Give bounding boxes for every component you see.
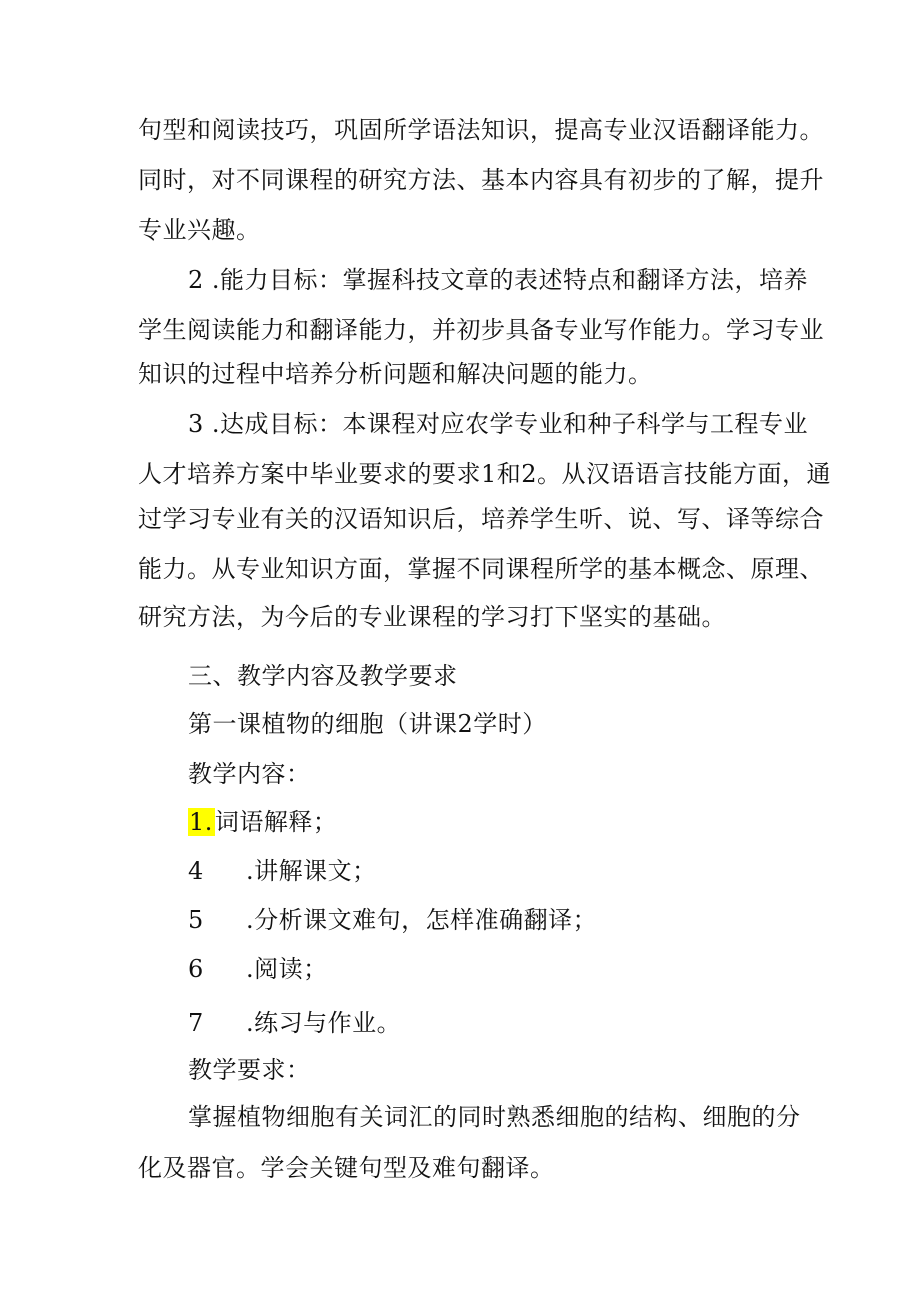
paragraph-3-line-1: 3 .达成目标：本课程对应农学专业和种子科学与工程专业: [188, 410, 809, 438]
paragraph-3-line-4: 能力。从专业知识方面，掌握不同课程所学的基本概念、原理、: [138, 555, 824, 583]
list-item: [188, 806, 337, 838]
list-item: [188, 953, 328, 985]
paragraph-1-line-3: 专业兴趣。: [138, 216, 261, 244]
paragraph-2-line-2: 学生阅读能力和翻译能力，并初步具备专业写作能力。学习专业: [138, 316, 824, 344]
content-label: 教学内容：: [188, 760, 311, 788]
paragraph-1-line-1: 句型和阅读技巧，巩固所学语法知识，提高专业汉语翻译能力。: [138, 116, 824, 144]
list-item-text: 词语解释；: [214, 808, 338, 836]
list-item-text: .练习与作业。: [246, 1009, 402, 1037]
list-item: [188, 855, 377, 887]
paragraph-2-line-3: 知识的过程中培养分析问题和解决问题的能力。: [138, 360, 653, 388]
requirement-line-2: 化及器官。学会关键句型及难句翻译。: [138, 1154, 555, 1182]
list-item-text: .阅读；: [246, 955, 328, 983]
paragraph-1-line-2: 同时，对不同课程的研究方法、基本内容具有初步的了解，提升: [138, 166, 824, 194]
list-item: [188, 904, 597, 936]
lesson-title: 第一课植物的细胞（讲课2学时）: [188, 710, 547, 738]
requirement-label: 教学要求：: [188, 1056, 311, 1084]
paragraph-3-line-5: 研究方法，为今后的专业课程的学习打下坚实的基础。: [138, 603, 726, 631]
paragraph-3-line-2: 人才培养方案中毕业要求的要求1和2。从汉语语言技能方面，通: [138, 460, 832, 488]
section-heading: 三、教学内容及教学要求: [188, 662, 458, 690]
list-item-number: 7: [188, 1009, 204, 1037]
list-item-number-highlighted: 1.: [189, 808, 213, 836]
list-item-number: 5: [188, 906, 204, 934]
requirement-line-1: 掌握植物细胞有关词汇的同时熟悉细胞的结构、细胞的分: [188, 1103, 801, 1131]
list-item-number: 6: [188, 955, 204, 983]
paragraph-3-line-3: 过学习专业有关的汉语知识后，培养学生听、说、写、译等综合: [138, 505, 824, 533]
list-item-number: 4: [188, 857, 204, 885]
paragraph-2-line-1: 2 .能力目标：掌握科技文章的表述特点和翻译方法，培养: [188, 266, 809, 294]
list-item-text: .分析课文难句，怎样准确翻译；: [246, 906, 598, 934]
list-item-text: .讲解课文；: [246, 857, 377, 885]
list-item: [188, 1007, 401, 1039]
